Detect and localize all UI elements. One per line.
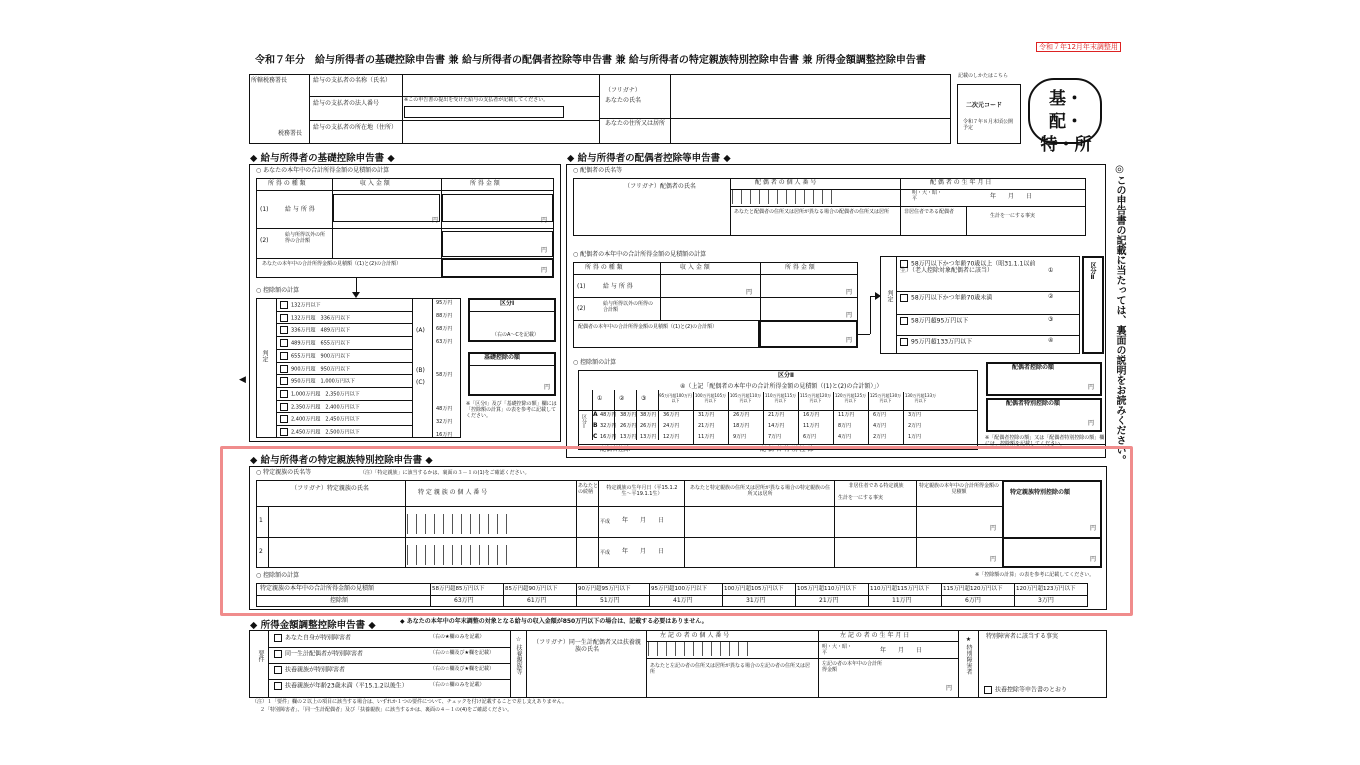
calc-range: 90万円超95万円以下	[578, 586, 631, 592]
bracket-divider	[276, 362, 412, 363]
specific-birthdate-label: 特定親族の生年月日（平15.1.2生〜平19.1.1生）	[606, 485, 678, 497]
spouse-salary-amount-field[interactable]	[762, 276, 856, 296]
spouse-special-field[interactable]	[988, 412, 1100, 430]
calc-amount: 63万円	[454, 597, 474, 604]
item-label: 扶養親族が特別障害者	[285, 666, 346, 674]
grid-value: 13万円	[620, 434, 637, 440]
grid-col	[903, 392, 904, 444]
grid-col	[833, 392, 834, 444]
basic-row1-label: 給 与 所 得	[285, 206, 315, 213]
side-instruction: ◎この申告書の記載に当たっては、裏面の説明をお読みください。	[1114, 164, 1125, 465]
yen-label: 円	[1090, 556, 1097, 563]
adjust-note1: （注）１「要件」欄の２以上の項目に該当する場合は、いずれか１つの要件について、チェックを付け記載することで差し支えありません。	[252, 699, 567, 705]
adjust-note2: ２「特別障害者」、「同一生計配偶者」及び「扶養親族」に該当するかは、裏面の４－１の(4)をご確認ください。	[260, 707, 513, 713]
calc-range: 95万円超100万円以下	[651, 586, 707, 592]
row-label: A	[593, 411, 598, 418]
option-divider	[896, 291, 1080, 292]
basic-salary-amount-field[interactable]	[442, 194, 553, 222]
yen-label: 円	[990, 556, 997, 563]
spouse-salary-income-field[interactable]	[662, 276, 758, 296]
payer-name-field[interactable]	[404, 76, 594, 94]
calc-amount: 3万円	[1038, 597, 1054, 604]
option-label: 95万円超133万円以下	[911, 338, 973, 346]
bracket-row[interactable]	[280, 377, 355, 385]
grid-col	[693, 392, 694, 444]
yen-label: 円	[990, 525, 997, 532]
adjust-item[interactable]	[274, 666, 345, 674]
range-header: 115万円超120万円以下	[799, 393, 832, 403]
calc-range: 58万円超85万円以下	[432, 586, 485, 592]
spouse-section-title: ◆ 給与所得者の配偶者控除等申告書 ◆	[567, 153, 731, 164]
bracket-checkbox[interactable]	[280, 326, 288, 334]
adjust-mynumber-label: 左 記 の 者 の 個 人 番 号	[660, 632, 730, 639]
furigana-label: （フリガナ）	[605, 87, 641, 94]
adjust-address-label: あなたと左記の者の住所又は居所が異なる場合の左記の者の住所又は居所	[650, 663, 811, 675]
specific-name-heading: ○ 特定親族の氏名等	[256, 469, 312, 476]
range-header: 125万円超130万円以下	[869, 393, 902, 403]
item-divider	[268, 647, 510, 648]
item-divider	[268, 663, 510, 664]
grid-value: 38万円	[620, 412, 637, 418]
your-address-label: あなたの住所又は居所	[605, 120, 666, 127]
spouse-col-income: 収 入 金 額	[680, 264, 710, 271]
bracket-row[interactable]	[280, 314, 350, 322]
deduction-value: 58万円	[436, 372, 453, 378]
calc-range: 110万円超115万円以下	[870, 586, 930, 592]
grid-value: 26万円	[733, 412, 750, 418]
grid-col	[614, 390, 615, 440]
bracket-checkbox[interactable]	[280, 415, 288, 423]
grid-value: 24万円	[663, 423, 680, 429]
payer-number-label: 給与の支払者の法人番号	[313, 100, 380, 107]
spouse-row2-label: 給与所得以外の所得の合計額	[603, 301, 654, 313]
range-header: 105万円超110万円以下	[729, 393, 762, 403]
basic-note: ※「区分Ⅰ」及び「基礎控除の額」欄には「控除額の計算」の表を参考に記載してください。	[466, 401, 557, 419]
calc-range: 115万円超120万円以下	[943, 586, 1003, 592]
option-mark: ①	[1048, 267, 1054, 274]
range-header: 130万円超133万円以下	[904, 393, 937, 403]
year-end-badge: 令和７年12月年末調整用	[1036, 42, 1121, 52]
grid-value: 38万円	[640, 412, 657, 418]
grid-value: 3万円	[908, 412, 922, 418]
adjust-section-title: ◆ 所得金額調整控除申告書 ◆	[250, 620, 376, 631]
option-checkbox[interactable]	[900, 317, 908, 325]
spouse-col-amount: 所 得 金 額	[785, 264, 815, 271]
bracket-label: 1,000万円超 2,350万円以下	[291, 391, 360, 398]
bracket-divider	[276, 412, 412, 413]
bracket-checkbox[interactable]	[280, 339, 288, 347]
adjust-item[interactable]	[274, 650, 363, 658]
basic-total-field[interactable]	[441, 258, 554, 278]
stamp-text: 基・配・特・所	[1040, 89, 1092, 155]
deduction-value: 48万円	[436, 406, 453, 412]
item-divider	[268, 679, 510, 680]
grid-value: 6万円	[873, 412, 887, 418]
grid-value: 2万円	[873, 434, 887, 440]
grid-value: 12万円	[663, 434, 680, 440]
deduction-value: 63万円	[436, 339, 453, 345]
range-header: 110万円超115万円以下	[764, 393, 797, 403]
bracket-label: 2,350万円超 2,400万円以下	[291, 404, 360, 411]
spouse-judge-label: 判定	[886, 290, 893, 302]
spouse-option[interactable]	[900, 317, 1040, 325]
option-mark: ②	[1048, 293, 1054, 300]
option-checkbox[interactable]	[900, 338, 908, 346]
row-number: 2	[259, 548, 263, 555]
group-a: (A)	[416, 327, 425, 334]
bracket-label: 900万円超 950万円以下	[291, 366, 351, 372]
bracket-checkbox[interactable]	[280, 377, 288, 385]
deduction-value: 32万円	[436, 419, 453, 425]
row-label: B	[593, 422, 598, 429]
bracket-divider	[276, 311, 412, 312]
grid-value: 16万円	[600, 434, 617, 440]
range-header: 120万円超125万円以下	[834, 393, 867, 403]
specific-relation-label: あなたとの続柄	[578, 483, 599, 495]
spouse-name-heading: ○ 配偶者の氏名等	[573, 167, 623, 174]
specific-furigana-name: （フリガナ）特定親族の氏名	[291, 485, 369, 492]
deduction-value: 68万円	[436, 326, 453, 332]
option-divider	[896, 314, 1080, 315]
bracket-checkbox[interactable]	[280, 390, 288, 398]
bracket-row[interactable]	[280, 415, 360, 423]
spouse-table-title: 区分Ⅱ	[778, 372, 794, 379]
payer-name-label: 給与の支払者の名称（氏名）	[313, 77, 392, 84]
deduction-value: 88万円	[436, 313, 453, 319]
basic-income-heading: ○ あなたの本年中の合計所得金額の見積額の計算	[256, 167, 390, 174]
bracket-checkbox[interactable]	[280, 314, 288, 322]
spouse-option[interactable]	[900, 338, 1040, 346]
basic-amount-field[interactable]	[470, 367, 554, 394]
bracket-label: 2,400万円超 2,450万円以下	[291, 416, 360, 423]
group-b: (B)	[416, 367, 425, 374]
bracket-checkbox[interactable]	[280, 352, 288, 360]
circle-header: ②	[619, 395, 625, 402]
basic-amount-label: 基礎控除の額	[484, 354, 521, 361]
kubun1-note: （右のA〜Cを記載）	[492, 332, 539, 338]
specific-birthdate-field[interactable]: 年 月 日	[622, 548, 665, 555]
kubun-row-label: 区分Ⅰ	[581, 414, 587, 430]
grid-col	[636, 390, 637, 440]
adjust-item[interactable]	[274, 634, 351, 642]
item-note: （右の☆欄のみを記載）	[430, 682, 485, 688]
option-mark: ④	[1048, 337, 1054, 344]
row-label: C	[593, 433, 598, 440]
specific-calc-note: ※「控除額の計算」の表を参考に記載してください。	[975, 572, 1095, 578]
grid-value: 1万円	[908, 434, 922, 440]
grid-value: 36万円	[663, 412, 680, 418]
grid-value: 11万円	[698, 434, 715, 440]
basic-calc-heading: ○ 控除額の計算	[256, 287, 300, 294]
spouse-note: ※「配偶者控除の額」又は「配偶者特別控除の額」欄には、控除額を記載してください。	[985, 435, 1105, 447]
option-label: 58万円超95万円以下	[911, 317, 969, 325]
range-header: 100万円超105万円以下	[694, 393, 727, 403]
specific-deduction-label: 特定親族特別控除の額	[1010, 489, 1071, 496]
spouse-option[interactable]	[900, 260, 1040, 275]
spouse-total-label: 配偶者の本年中の合計所得金額の見積額（(1)と(2)の合計額）	[578, 324, 718, 330]
spouse-mynumber-label: 配 偶 者 の 個 人 番 号	[755, 179, 817, 186]
bracket-checkbox[interactable]	[280, 403, 288, 411]
item-label: 扶養親族が年齢23歳未満（平15.1.2以後生）	[285, 682, 408, 690]
spouse-footer-left: 配偶者控除	[600, 446, 631, 453]
bracket-label: 655万円超 900万円以下	[291, 353, 351, 360]
circle-header: ①	[597, 395, 603, 402]
era-label: 平成	[600, 550, 611, 556]
spouse-mynumber-cells[interactable]	[732, 190, 898, 204]
grid-value: 48万円	[600, 412, 617, 418]
adjust-furigana-name: （フリガナ）同一生計配偶者又は扶養親族の氏名	[533, 639, 641, 653]
adjust-dependent-label: ☆ 扶養親族等	[515, 636, 522, 675]
qr-subtext: 令和７年８月末頃公開予定	[963, 119, 1014, 131]
calc-amount: 31万円	[746, 597, 766, 604]
spouse-col-type: 所 得 の 種 類	[585, 264, 623, 271]
highlight-box	[220, 446, 1133, 616]
specific-same-living: 生計を一にする事実	[838, 495, 884, 501]
spouse-same-living: 生計を一にする事実	[990, 213, 1036, 219]
spouse-option[interactable]	[900, 294, 1040, 302]
deduction-value: 95万円	[436, 300, 453, 306]
specific-name-note: （注）「特定親族」に該当するかは、裏面の３－１の(1)をご確認ください。	[360, 470, 530, 476]
grid-value: 11万円	[803, 423, 820, 429]
item-note: （右の☆欄及び★欄を記載）	[430, 650, 494, 656]
item-note: （右の☆欄及び★欄を記載）	[430, 666, 494, 672]
grid-value: 4万円	[838, 434, 852, 440]
bracket-label: 489万円超 655万円以下	[291, 340, 351, 347]
spouse-special-label: 配偶者特別控除の額	[1006, 400, 1061, 407]
calc-amount: 61万円	[527, 597, 547, 604]
spouse-row1-label: 給 与 所 得	[603, 283, 633, 290]
form-title: 令和７年分 給与所得者の基礎控除申告書 兼 給与所得者の配偶者控除等申告書 兼 給与所得者の特定親族特別控除申告書 兼 所得金額調整控除申告書	[255, 55, 926, 66]
specific-birthdate-field[interactable]: 年 月 日	[622, 517, 665, 524]
adjust-item[interactable]	[274, 682, 408, 690]
grid-col	[798, 392, 799, 444]
bracket-label: 950万円超 1,000万円以下	[291, 378, 355, 385]
qr-note: 記載のしかたはこちら	[958, 73, 1009, 79]
era-label: 平成	[600, 519, 611, 525]
group-c: (C)	[416, 379, 425, 386]
bracket-divider	[276, 323, 412, 324]
payer-address-field[interactable]	[404, 122, 594, 142]
bracket-row[interactable]	[280, 365, 350, 373]
spouse-income-heading: ○ 配偶者の本年中の合計所得金額の見積額の計算	[573, 251, 707, 258]
bracket-row[interactable]	[280, 390, 360, 398]
calc-amount: 11万円	[892, 597, 912, 604]
spouse-footer-right: 配 偶 者 特 別 控 除	[760, 446, 814, 453]
deduction-value: 16万円	[436, 432, 453, 438]
option-checkbox[interactable]	[900, 294, 908, 302]
grid-divider	[578, 410, 978, 411]
specific-section-title: ◆ 給与所得者の特定親族特別控除申告書 ◆	[250, 455, 433, 466]
bracket-row[interactable]	[280, 403, 360, 411]
your-name-label: あなたの氏名	[605, 97, 642, 104]
item-checkbox[interactable]	[274, 682, 282, 690]
payer-number-field[interactable]	[404, 106, 564, 118]
your-address-field[interactable]	[672, 120, 948, 142]
calc-range: 100万円超105万円以下	[724, 586, 784, 592]
qr-box	[957, 84, 1021, 144]
grid-value: 8万円	[838, 423, 852, 429]
calc-amount: 51万円	[600, 597, 620, 604]
bracket-label: 336万円超 489万円以下	[291, 327, 351, 334]
payer-address-label: 給与の支払者の所在地（住所）	[313, 124, 398, 131]
your-name-field[interactable]	[672, 78, 948, 116]
item-label: あなた自身が特別障害者	[285, 634, 352, 642]
qr-label: 二次元コード	[966, 102, 1003, 109]
adjust-star-label: ★ 特別障害者	[965, 636, 972, 675]
spouse-birthdate-field[interactable]: 年 月 日	[990, 193, 1033, 200]
specific-nonresident-label: 非居住者である特定親族	[848, 483, 904, 489]
grid-value: 2万円	[908, 423, 922, 429]
calc-range: 120万円超123万円以下	[1016, 586, 1076, 592]
basic-col-income: 収 入 金 額	[360, 180, 390, 187]
option-divider	[896, 335, 1080, 336]
spouse-deduction-label: 配偶者控除の額	[1012, 364, 1055, 371]
grid-col	[763, 392, 764, 444]
adjust-income-label: 左記の者の本年中の合計所得金額	[822, 661, 883, 673]
grid-value: 21万円	[698, 423, 715, 429]
grid-col	[592, 390, 593, 440]
adjust-req-label: 要件	[257, 650, 264, 662]
option-label: 58万円以下かつ年齢70歳未満	[911, 294, 993, 302]
bracket-label: 2,450万円超 2,500万円以下	[291, 429, 360, 436]
item-label: 同一生計配偶者が特別障害者	[285, 650, 364, 658]
kubun1-label: 区分Ⅰ	[500, 300, 515, 307]
adjust-mynumber-cells[interactable]	[648, 642, 816, 656]
bracket-row[interactable]	[280, 352, 350, 360]
specific-calc-heading: ○ 控除額の計算	[256, 572, 300, 579]
calc-range: 105万円超110万円以下	[797, 586, 857, 592]
spouse-table-sub: ④（上記「配偶者の本年中の合計所得金額の見積額（(1)と(2)の合計額）」）	[680, 383, 883, 390]
option-label: 58万円以下かつ年齢70歳以上（昭31.1.1以前生）（老人控除対象配偶者に該当）	[900, 260, 1036, 275]
basic-row2-label: 給与所得以外の所得の合計額	[285, 232, 326, 244]
grid-value: 14万円	[768, 423, 785, 429]
grid-value: 9万円	[733, 434, 747, 440]
bracket-divider	[276, 336, 412, 337]
item-checkbox[interactable]	[274, 666, 282, 674]
spouse-nonresident-label: 非居住者である配偶者	[904, 209, 955, 215]
bracket-divider	[276, 349, 412, 350]
spouse-furigana-name: （フリガナ）配偶者の氏名	[624, 183, 696, 190]
range-header: 95万円超100万円以下	[659, 393, 692, 403]
bracket-checkbox[interactable]	[280, 428, 288, 436]
bracket-divider	[276, 425, 412, 426]
grid-value: 6万円	[803, 434, 817, 440]
basic-section-title: ◆ 給与所得者の基礎控除申告書 ◆	[250, 153, 395, 164]
grid-value: 26万円	[620, 423, 637, 429]
adjust-fact-label: 特別障害者に該当する事実	[986, 633, 1059, 640]
grid-col	[658, 390, 659, 440]
calc-amount: 21万円	[819, 597, 839, 604]
spouse-total-field[interactable]	[758, 320, 858, 348]
tax-office-label: 所轄税務署長	[251, 77, 288, 84]
bracket-row[interactable]	[280, 339, 350, 347]
adjust-birthdate-field[interactable]: 年 月 日	[880, 647, 923, 654]
grid-value: 16万円	[803, 412, 820, 418]
row-number: 1	[259, 517, 263, 524]
bracket-row[interactable]	[280, 326, 350, 334]
bracket-label: 132万円以下	[291, 302, 321, 309]
payer-note: ※この申告書の提出を受けた給与の支払者が記載してください。	[404, 97, 549, 103]
bracket-divider	[276, 400, 412, 401]
adjust-section-note: ◆ あなたの本年中の年末調整の対象となる給与の収入金額が850万円以下の場合は、記載する必要はありません。	[400, 618, 708, 625]
calc-range: 85万円超90万円以下	[505, 586, 558, 592]
spouse-deduction-field[interactable]	[988, 376, 1100, 394]
specific-income-est-label: 特定親族の本年中の合計所得金額の見積額	[918, 483, 999, 495]
grid-col	[728, 392, 729, 444]
circle-header: ③	[641, 395, 647, 402]
grid-value: 32万円	[600, 423, 617, 429]
basic-total-label: あなたの本年中の合計所得金額の見積額（(1)と(2)の合計額）	[262, 261, 402, 267]
spouse-calc-heading: ○ 控除額の計算	[573, 359, 617, 366]
option-mark: ③	[1048, 316, 1054, 323]
calc-amount: 41万円	[673, 597, 693, 604]
basic-col-amount: 所 得 金 額	[470, 180, 500, 187]
basic-col-type: 所 得 の 種 類	[268, 180, 306, 187]
spouse-birthdate-label: 配 偶 者 の 生 年 月 日	[930, 179, 992, 186]
basic-judge-label: 判定	[261, 350, 268, 362]
grid-col	[868, 392, 869, 444]
bracket-row[interactable]	[280, 301, 321, 309]
bracket-divider	[276, 374, 412, 375]
bracket-divider	[276, 387, 412, 388]
kubun2-label: 区分Ⅱ	[1089, 262, 1096, 281]
item-checkbox[interactable]	[274, 650, 282, 658]
grid-value: 11万円	[838, 412, 855, 418]
grid-value: 18万円	[733, 423, 750, 429]
bracket-checkbox[interactable]	[280, 365, 288, 373]
specific-address-label: あなたと特定親族の住所又は居所が異なる場合の特定親族の住所又は居所	[689, 485, 830, 497]
bracket-checkbox[interactable]	[280, 301, 288, 309]
adjust-fact-option[interactable]: 扶養控除等申告書のとおり	[984, 686, 1067, 694]
specific-mynumber-label: 特 定 親 族 の 個 人 番 号	[418, 489, 488, 496]
yen-label: 円	[1090, 525, 1097, 532]
grid-value: 26万円	[640, 423, 657, 429]
basic-other-amount-field[interactable]	[442, 231, 553, 257]
item-note: （右の★欄のみを記載）	[430, 634, 485, 640]
basic-salary-income-field[interactable]	[333, 194, 440, 222]
calc-amount: 6万円	[965, 597, 981, 604]
grid-value: 4万円	[873, 423, 887, 429]
spouse-address-label: あなたと配偶者の住所又は居所が異なる場合の配偶者の住所又は居所	[734, 209, 890, 215]
grid-value: 21万円	[768, 412, 785, 418]
grid-value: 7万円	[768, 434, 782, 440]
specific-calc-deduct-label: 控除額	[330, 597, 349, 604]
grid-value: 31万円	[698, 412, 715, 418]
bracket-label: 132万円超 336万円以下	[291, 315, 351, 322]
tax-office-suffix: 税務署長	[278, 130, 303, 137]
bracket-row[interactable]	[280, 428, 360, 436]
adjust-birthdate-label: 左 記 の 者 の 生 年 月 日	[840, 632, 910, 639]
specific-calc-row-label: 特定親族の本年中の合計所得金額の見積額	[260, 585, 375, 592]
item-checkbox[interactable]	[274, 634, 282, 642]
grid-value: 13万円	[640, 434, 657, 440]
